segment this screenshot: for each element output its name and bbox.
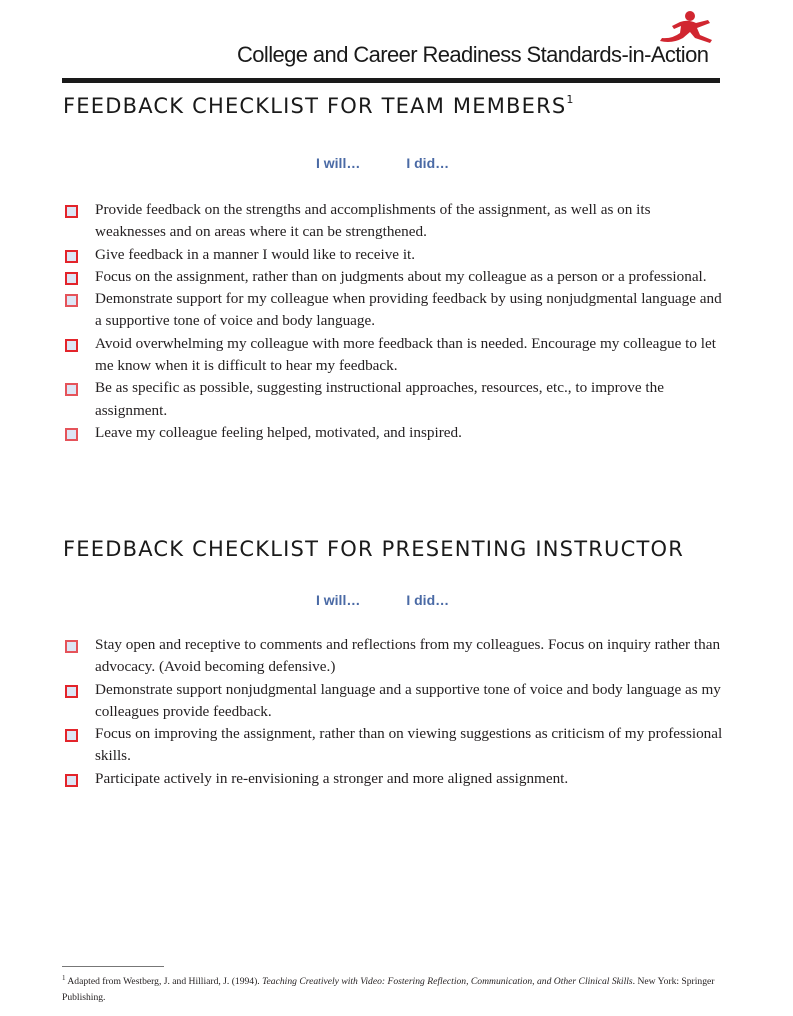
checkbox[interactable] xyxy=(65,294,78,307)
checklist-item xyxy=(63,266,723,288)
checklist-item-text: Focus on improving the assignment, rather than on viewing suggestions as criticism of my professional skills. xyxy=(95,725,723,765)
checkbox[interactable] xyxy=(65,640,78,653)
section-title-team-members xyxy=(63,94,575,118)
checkbox[interactable] xyxy=(65,272,78,285)
column-i-will: I will… xyxy=(316,592,361,608)
section-title-presenting-instructor xyxy=(63,537,684,561)
footnote-text: Adapted from Westberg, J. and Hilliard, J. (1994). xyxy=(67,976,263,988)
running-figure-logo-icon xyxy=(650,8,720,48)
checklist-item xyxy=(63,288,723,333)
column-headers xyxy=(316,155,449,171)
footnote-marker: 1 xyxy=(566,93,575,106)
presenting-instructor-checklist xyxy=(63,634,723,790)
checklist-item-text: Avoid overwhelming my colleague with more feedback than is needed. Encourage my colleague to let me know when it is difficult to hear my feedback. xyxy=(95,334,716,375)
section-title-text: FEEDBACK CHECKLIST FOR TEAM MEMBERS xyxy=(63,94,567,118)
checkbox[interactable] xyxy=(65,383,78,396)
checkbox[interactable] xyxy=(65,205,78,218)
checklist-item xyxy=(63,634,723,679)
checkbox[interactable] xyxy=(65,339,78,352)
checklist-item xyxy=(63,768,723,790)
checklist-item xyxy=(63,422,723,444)
checklist-item xyxy=(63,244,723,266)
checklist-item-text: Demonstrate support nonjudgmental language and a supportive tone of voice and body language as my colleagues provide feedback. xyxy=(95,680,721,720)
column-i-did: I did… xyxy=(406,155,450,171)
section-title-text: FEEDBACK CHECKLIST FOR PRESENTING INSTRUCTOR xyxy=(63,537,684,561)
footnote-publisher: . New York: Springer Publishing. xyxy=(62,976,715,1004)
column-i-will: I will… xyxy=(316,155,361,171)
footnote-rule xyxy=(62,966,164,967)
footnote xyxy=(62,970,752,1006)
checklist-item-text: Focus on the assignment, rather than on judgments about my colleague as a person or a professional. xyxy=(95,267,707,285)
checklist-item-text: Provide feedback on the strengths and accomplishments of the assignment, as well as on its weaknesses and on areas where it can be strengthened. xyxy=(95,201,651,241)
checkbox[interactable] xyxy=(65,774,78,787)
checklist-item-text: Participate actively in re-envisioning a stronger and more aligned assignment. xyxy=(95,769,569,787)
checkbox[interactable] xyxy=(65,428,78,441)
team-members-checklist xyxy=(63,199,723,444)
checklist-item xyxy=(63,333,723,378)
checklist-item xyxy=(63,377,723,422)
checklist-item-text: Demonstrate support for my colleague when providing feedback by using nonjudgmental language and a supportive tone of voice and body language. xyxy=(95,290,722,330)
checkbox[interactable] xyxy=(65,685,78,698)
checklist-item-text: Give feedback in a manner I would like to receive it. xyxy=(95,245,416,263)
checklist-item xyxy=(63,679,723,724)
checklist-item-text: Be as specific as possible, suggesting instructional approaches, resources, etc., to improve the assignment. xyxy=(95,379,664,419)
column-headers xyxy=(316,592,449,608)
header-title: College and Career Readiness Standards-in-Action xyxy=(237,42,709,67)
checklist-item xyxy=(63,199,723,244)
checklist-item-text: Stay open and receptive to comments and reflections from my colleagues. Focus on inquiry rather than advocacy. (Avoid becoming defensive.) xyxy=(95,636,721,676)
footnote-marker: 1 xyxy=(62,974,66,982)
header-rule xyxy=(62,78,720,83)
footnote-book-title: Teaching Creatively with Video: Fostering Reflection, Communication, and Other Clinical Skills xyxy=(262,976,633,988)
checkbox[interactable] xyxy=(65,729,78,742)
checkbox[interactable] xyxy=(65,250,78,263)
column-i-did: I did… xyxy=(406,592,450,608)
checklist-item xyxy=(63,723,723,768)
checklist-item-text: Leave my colleague feeling helped, motivated, and inspired. xyxy=(95,423,462,441)
